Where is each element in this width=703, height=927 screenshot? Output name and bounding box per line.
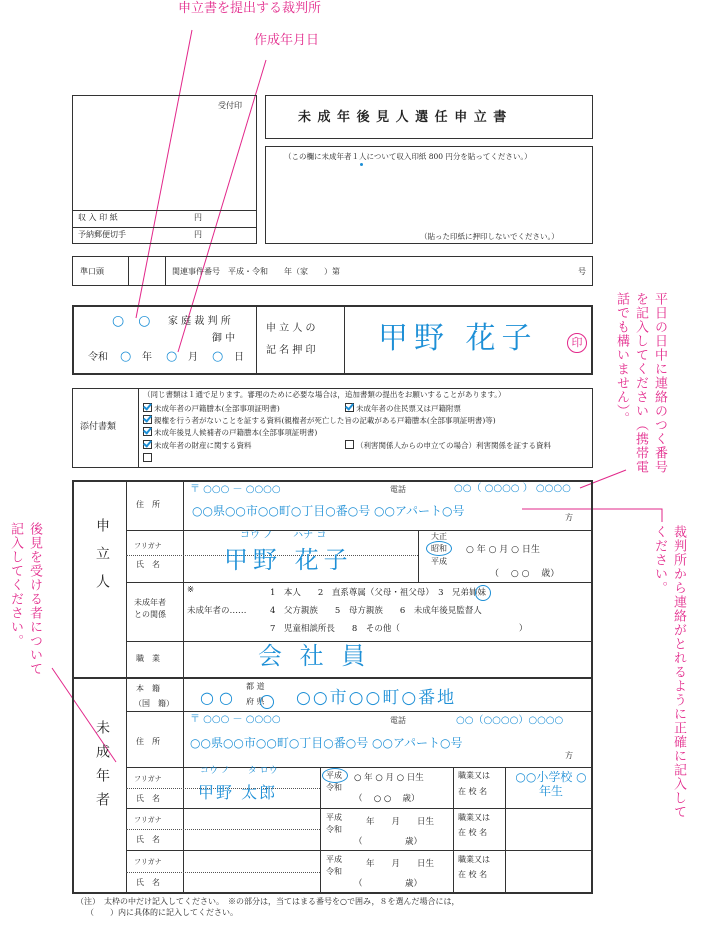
accurate-annotation: 裁判所から連絡がとれるように正確に記入してください。 [652, 525, 686, 819]
minor-name: 甲野 太郎 [198, 783, 278, 802]
relation-label: 未成年者 [134, 598, 166, 607]
yen-label: 円 [194, 230, 202, 239]
era-heisei: 平成 [431, 557, 447, 566]
kata-label: 方 [565, 513, 573, 522]
related-case-label: 関連事件番号 平成・令和 年（家 ）第 [172, 267, 340, 276]
era-heisei: 平成 [326, 813, 342, 822]
checkbox-icon[interactable] [143, 440, 152, 449]
checkbox-icon[interactable] [143, 453, 152, 462]
checkbox-icon[interactable] [143, 427, 152, 436]
checkbox-icon[interactable] [143, 415, 152, 424]
pre-consult-label: 準口頭 [80, 267, 104, 276]
phone-annotation: 平日の日中に連絡のつく番号を記入してください（携帯電話でも構いません）。 [614, 292, 667, 474]
applicant-furigana: コウ ノ ハナ コ [240, 530, 327, 541]
birth-blank: 年 月 日生 [366, 859, 435, 869]
school-label: 職業又は [458, 855, 490, 864]
footnote-line-1: （注） 太枠の中だけ記入してください。 ※の部分は，当てはまる番号を○で囲み，８を選んだ場合には， [76, 897, 460, 906]
stamp-note: （貼った印紙に押印しないでください。） [420, 232, 559, 241]
stamp-instruction: （この欄に未成年者１人について収入印紙 800 円分を貼ってください。） [284, 152, 532, 161]
day-value: ○ [212, 349, 224, 364]
relation-line-3: 7 児童相談所長 8 その他（ ） [270, 624, 528, 634]
era-circle [426, 541, 452, 556]
relation-star: ※ [187, 585, 195, 595]
attachments-note: （同じ書類は１通で足ります。審理のために必要な場合は，追加書類の提出をお願いすることがあります。） [143, 390, 506, 399]
minor-honseki-pref: ○ ○ [200, 688, 234, 707]
applicant-address: ○○県○○市○○町○丁目○番○号 ○○アパート○号 [192, 504, 465, 518]
attachment-item [143, 453, 154, 463]
name-label: 氏 名 [136, 794, 160, 803]
day-label: 日 [234, 352, 244, 363]
minor-age: （ ○ ○ 歳） [354, 794, 420, 804]
minor-address: ○○県○○市○○町○丁目○番○号 ○○アパート○号 [190, 736, 463, 750]
applicant-age: （ ○ ○ 歳） [490, 569, 560, 579]
yen-label: 円 [194, 213, 202, 222]
receipt-label: 受付印 [218, 101, 242, 110]
month-label: 月 [188, 352, 198, 363]
era-heisei: 平成 [326, 771, 342, 780]
relation-prefix: 未成年者の…… [187, 606, 247, 616]
revenue-stamp-label: 収 入 印 紙 [78, 213, 118, 222]
occupation-label: 職 業 [136, 654, 160, 663]
court-name: ○ ○ [112, 313, 151, 329]
era-circle [322, 768, 348, 783]
address-label: 住 所 [136, 737, 160, 746]
applicant-section-label: 申立人 [94, 518, 110, 602]
attachment-item: （利害関係人からの申立ての場合）利害関係を証する資料 [345, 440, 551, 450]
year-value: ○ [120, 349, 132, 364]
attachment-item: 未成年後見人候補者の戸籍謄本(全部事項証明書) [143, 427, 317, 437]
date-annotation: 作成年月日 [254, 33, 320, 48]
address-label: 住 所 [136, 500, 160, 509]
era-reiwa: 令和 [326, 867, 342, 876]
age-blank: （ 歳） [354, 837, 423, 847]
relation-line-1: 1 本人 2 直系尊属（父母・祖父母） 3 兄弟姉妹 [270, 588, 486, 598]
relation-circle [475, 585, 491, 601]
minor-phone: ○○（○○○○）○○○○ [456, 715, 564, 726]
name-label: 氏 名 [136, 560, 160, 569]
seal-mark: 印 [567, 333, 587, 353]
era-reiwa: 令和 [326, 825, 342, 834]
court-annotation: 申立書を提出する裁判所 [178, 1, 322, 16]
school-label: 職業又は [458, 771, 490, 780]
court-label: 家 庭 裁 判 所 [168, 316, 231, 327]
minor-section-label: 未成年者 [94, 720, 110, 816]
relation-line-2: 4 父方親族 5 母方親族 6 未成年後見監督人 [270, 606, 482, 616]
minor-birth: ○ 年 ○ 月 ○ 日生 [354, 773, 424, 783]
postal-stamp-label: 予納郵便切手 [78, 230, 126, 239]
month-value: ○ [166, 349, 178, 364]
era-taisho: 大正 [431, 532, 447, 541]
minor-honseki: ○○市○○町○番地 [296, 688, 457, 708]
honseki-label: 本 籍 [136, 684, 160, 693]
attachment-item: 親権を行う者がないことを証する資料(親権者が死亡した旨の記載がある戸籍謄本(全部事項証明書)等) [143, 415, 496, 425]
furigana-label: フリガナ [134, 775, 162, 783]
todo-label: 都 道 [246, 682, 265, 691]
applicant-phone: ○○（ ○○○○ ） ○○○○ [454, 483, 571, 494]
minor-school: ○○小学校 ○年生 [515, 770, 587, 798]
name-label: 氏 名 [136, 878, 160, 887]
year-label: 年 [142, 352, 152, 363]
furigana-label: フリガナ [134, 816, 162, 824]
reiwa-label: 令和 [88, 352, 108, 363]
sign-label-1: 申 立 人 の [266, 323, 316, 334]
applicant-name: 甲野 花子 [224, 546, 353, 574]
footnote-line-2: （ ）内に具体的に記入してください。 [86, 908, 238, 917]
attachments-label: 添付書類 [80, 422, 117, 432]
furigana-label: フリガナ [134, 542, 162, 550]
school-label: 在 校 名 [458, 787, 488, 796]
phone-label: 電話 [390, 485, 406, 494]
minor-annotation: 後見を受ける者について記入してください。 [8, 522, 42, 676]
minor-postal: 〒 ○○○ － ○○○○ [190, 714, 281, 725]
fuken-circle [260, 695, 274, 709]
school-label: 在 校 名 [458, 828, 488, 837]
checkbox-icon[interactable] [143, 403, 152, 412]
page-title: 未 成 年 後 見 人 選 任 申 立 書 [298, 110, 508, 125]
applicant-occupation: 会 社 員 [258, 642, 371, 670]
furigana-label: フリガナ [134, 858, 162, 866]
era-heisei: 平成 [326, 855, 342, 864]
applicant-birth: ○ 年 ○ 月 ○ 日生 [466, 545, 540, 555]
applicant-signature: 甲野 花子 [378, 321, 538, 356]
kata-label: 方 [565, 751, 573, 760]
fuken-label: 府 県 [246, 697, 265, 706]
number-suffix: 号 [578, 267, 586, 276]
era-reiwa: 令和 [326, 783, 342, 792]
onchu-label: 御 中 [212, 333, 236, 344]
birth-blank: 年 月 日生 [366, 817, 435, 827]
relation-label: との関係 [134, 610, 166, 619]
checkbox-icon[interactable] [345, 440, 354, 449]
phone-label: 電話 [390, 716, 406, 725]
school-label: 在 校 名 [458, 870, 488, 879]
attachment-item: 未成年者の戸籍謄本(全部事項証明書) [143, 403, 280, 413]
school-label: 職業又は [458, 813, 490, 822]
sign-label-2: 記 名 押 印 [266, 345, 316, 356]
attachment-item: 未成年者の財産に関する資料 [143, 440, 252, 450]
honseki-label: （国 籍） [134, 699, 174, 708]
era-showa: 昭和 [431, 544, 447, 553]
attachment-item: 未成年者の住民票又は戸籍附票 [345, 403, 461, 413]
age-blank: （ 歳） [354, 879, 423, 889]
minor-furigana: コウ ノ タ ロウ [200, 766, 278, 776]
applicant-postal: 〒 ○○○ － ○○○○ [190, 484, 281, 495]
checkbox-icon[interactable] [345, 403, 354, 412]
name-label: 氏 名 [136, 835, 160, 844]
